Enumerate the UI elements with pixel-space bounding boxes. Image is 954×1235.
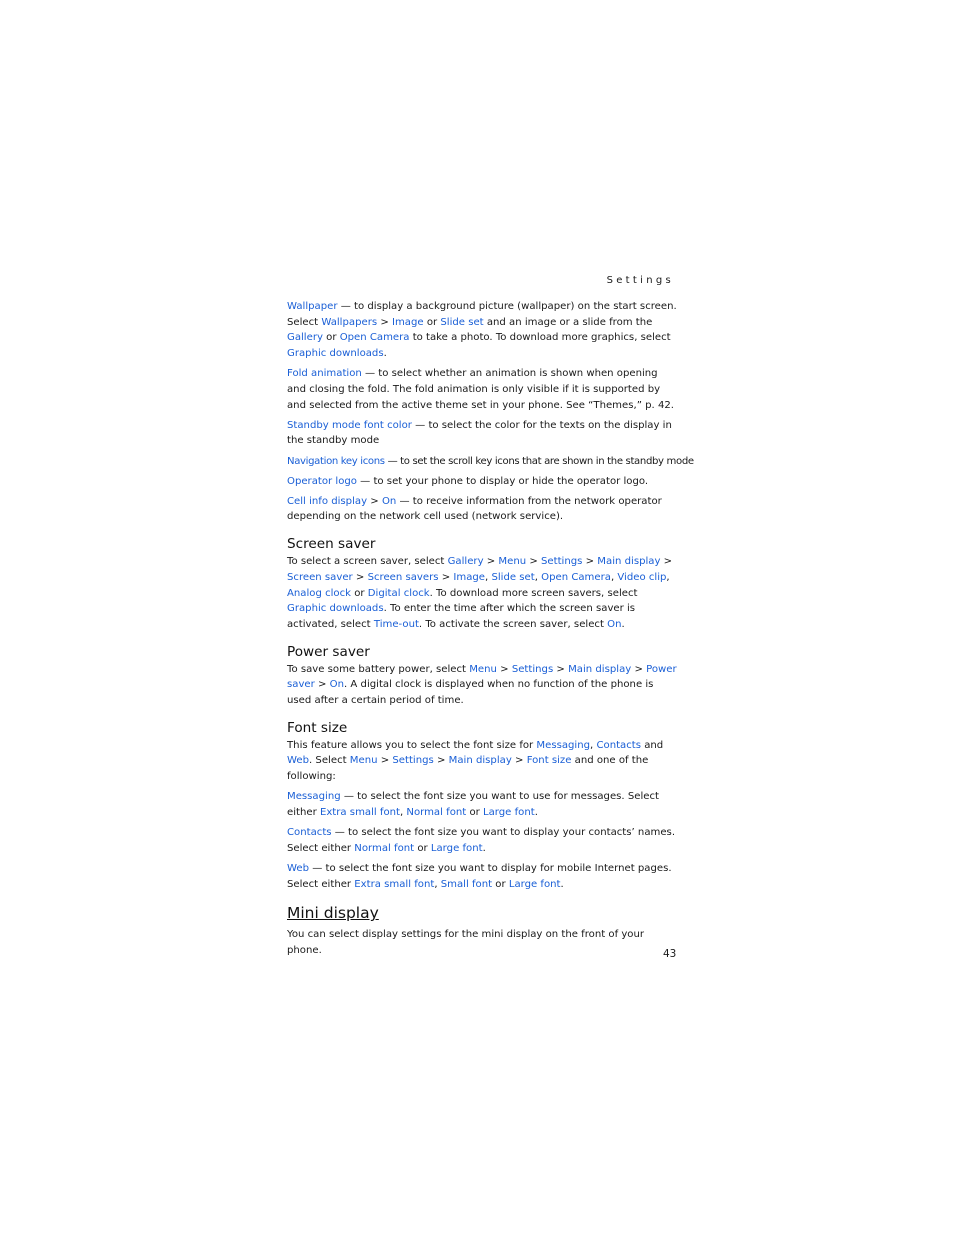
body-text: . To download more screen savers, select xyxy=(429,587,638,599)
menu-term: Main display xyxy=(448,755,512,767)
body-text: and one of the following: xyxy=(287,755,649,783)
menu-term: Video clip xyxy=(617,571,667,583)
body-text: or xyxy=(492,878,509,890)
menu-term: Cell info display xyxy=(287,495,368,507)
body-text: and xyxy=(641,739,664,751)
body-text: — to set your phone to display or hide the operator logo. xyxy=(356,475,649,487)
body-text: > xyxy=(496,663,512,675)
menu-term: Analog clock xyxy=(287,587,352,599)
menu-term: Contacts xyxy=(596,739,641,751)
paragraph xyxy=(287,299,677,362)
page-number: 43 xyxy=(663,948,677,960)
paragraph xyxy=(287,418,677,449)
menu-term: Main display xyxy=(597,556,661,568)
menu-term: Navigation key icons xyxy=(287,455,385,467)
body-text: > xyxy=(377,316,392,328)
menu-term: Fold animation xyxy=(287,368,362,380)
body-text: to take a photo. To download more graphics, select xyxy=(409,332,671,344)
paragraph xyxy=(287,554,677,633)
body-text: or xyxy=(322,332,340,344)
body-text: > xyxy=(438,571,454,583)
menu-term: Extra small font xyxy=(354,878,435,890)
body-text: . xyxy=(482,842,486,854)
body-text: , xyxy=(534,571,542,583)
menu-term: Web xyxy=(287,755,310,767)
paragraph xyxy=(287,494,677,525)
menu-term: Gallery xyxy=(287,332,323,344)
menu-term: Operator logo xyxy=(287,475,357,487)
menu-term: Gallery xyxy=(447,556,484,568)
menu-term: Image xyxy=(391,316,424,328)
body-text: and an image or a slide from the xyxy=(483,316,653,328)
menu-term: Large font xyxy=(508,878,561,890)
body-text: . To enter the time after which the screen saver is activated, select xyxy=(287,603,636,630)
menu-term: Large font xyxy=(482,806,535,818)
subsection-heading: Font size xyxy=(287,719,348,736)
paragraph xyxy=(287,825,677,856)
body-text: — to display a background picture (wallpaper) on the start screen. Select xyxy=(287,301,677,328)
body-text: , xyxy=(434,878,441,890)
menu-term: Font size xyxy=(526,755,572,767)
menu-term: Messaging xyxy=(536,739,591,751)
menu-term: Digital clock xyxy=(367,587,430,599)
menu-term: Slide set xyxy=(440,316,484,328)
menu-term: Open Camera xyxy=(339,332,410,344)
paragraph xyxy=(287,474,677,490)
body-text: > xyxy=(660,556,673,568)
menu-term: On xyxy=(381,495,397,507)
body-text: , xyxy=(590,739,597,751)
menu-term: On xyxy=(329,679,344,691)
menu-term: Settings xyxy=(511,663,554,675)
body-text: , xyxy=(666,571,670,583)
menu-term: Open Camera xyxy=(541,571,611,583)
body-text: > xyxy=(352,571,368,583)
menu-term: Graphic downloads xyxy=(287,603,384,615)
body-text: . A digital clock is displayed when no function of the phone is used after a certain period of time. xyxy=(287,679,654,707)
body-text: > xyxy=(483,556,499,568)
paragraph xyxy=(287,861,677,892)
menu-term: Graphic downloads xyxy=(287,348,384,360)
body-text: — to select the font size you want to display for mobile Internet pages. Select either xyxy=(287,862,672,890)
body-text: . xyxy=(534,806,538,818)
page-content xyxy=(287,299,694,963)
paragraph xyxy=(287,789,677,820)
menu-term: Screen saver xyxy=(287,571,353,583)
menu-term: Messaging xyxy=(287,791,341,803)
body-text: — to select the color for the texts on the display in the standby mode xyxy=(287,419,672,447)
paragraph xyxy=(287,454,694,470)
body-text: > xyxy=(582,556,598,568)
menu-term: Menu xyxy=(469,663,497,675)
subsection-heading: Screen saver xyxy=(287,536,376,553)
body-text: or xyxy=(414,842,431,854)
body-text: > xyxy=(553,663,569,675)
body-text: . xyxy=(383,348,387,360)
paragraph xyxy=(287,366,677,413)
paragraph xyxy=(287,927,677,958)
body-text: > xyxy=(314,679,330,691)
menu-term: Extra small font xyxy=(319,806,400,818)
menu-term: Settings xyxy=(392,755,434,767)
body-text: — to set the scroll key icons that are shown in the standby mode xyxy=(384,455,694,467)
body-text: > xyxy=(433,755,449,767)
body-text: — to select the font size you want to display your contacts’ names. Select either xyxy=(287,827,676,854)
body-text: > xyxy=(631,663,647,675)
menu-term: Settings xyxy=(541,556,583,568)
menu-term: Time-out xyxy=(373,618,419,630)
body-text: , xyxy=(485,571,492,583)
menu-term: Wallpapers xyxy=(321,316,378,328)
section-heading: Mini display xyxy=(287,904,379,923)
body-text: , xyxy=(610,571,618,583)
body-text: > xyxy=(377,755,393,767)
menu-term: Normal font xyxy=(406,806,467,818)
body-text: > xyxy=(511,755,527,767)
menu-term: Contacts xyxy=(287,827,332,839)
menu-term: Image xyxy=(453,571,486,583)
body-text: . Select xyxy=(309,755,350,767)
menu-term: Normal font xyxy=(354,842,415,854)
body-text: This feature allows you to select the font size for xyxy=(287,739,537,751)
body-text: or xyxy=(466,806,483,818)
body-text: > xyxy=(367,495,382,507)
menu-term: Main display xyxy=(568,663,632,675)
body-text: . To activate the screen saver, select xyxy=(418,618,608,630)
subsection-heading: Power saver xyxy=(287,643,370,660)
menu-term: Wallpaper xyxy=(287,301,338,312)
body-text: To select a screen saver, select xyxy=(287,556,448,568)
menu-term: Web xyxy=(287,862,310,874)
running-header: Settings xyxy=(606,275,674,286)
menu-term: Small font xyxy=(440,878,493,890)
menu-term: Slide set xyxy=(491,571,535,583)
menu-term: Large font xyxy=(430,842,483,854)
body-text: , xyxy=(399,806,407,818)
body-text: — to select the font size you want to use for messages. Select either xyxy=(287,791,659,818)
body-text: > xyxy=(526,556,542,568)
menu-term: Menu xyxy=(498,556,527,568)
paragraph xyxy=(287,738,677,785)
body-text: or xyxy=(423,316,441,328)
body-text: . xyxy=(621,618,625,630)
menu-term: Menu xyxy=(349,755,378,767)
body-text: — to select whether an animation is shown when opening and closing the fold. The fold animation is only visible if it is supported by and selected from the active theme set in your phone. See “Themes,” p. 42. xyxy=(287,368,675,411)
menu-term: Screen savers xyxy=(367,571,439,583)
body-text: — to receive information from the network operator depending on the network cell used (network service). xyxy=(287,495,662,523)
menu-term: On xyxy=(607,618,622,630)
menu-term: Power saver xyxy=(287,663,677,691)
body-text: To save some battery power, select xyxy=(287,663,470,675)
body-text: You can select display settings for the mini display on the front of your phone. xyxy=(287,929,645,956)
paragraph xyxy=(287,662,677,709)
body-text: . xyxy=(560,878,564,890)
body-text: or xyxy=(351,587,368,599)
menu-term: Standby mode font color xyxy=(287,419,412,431)
